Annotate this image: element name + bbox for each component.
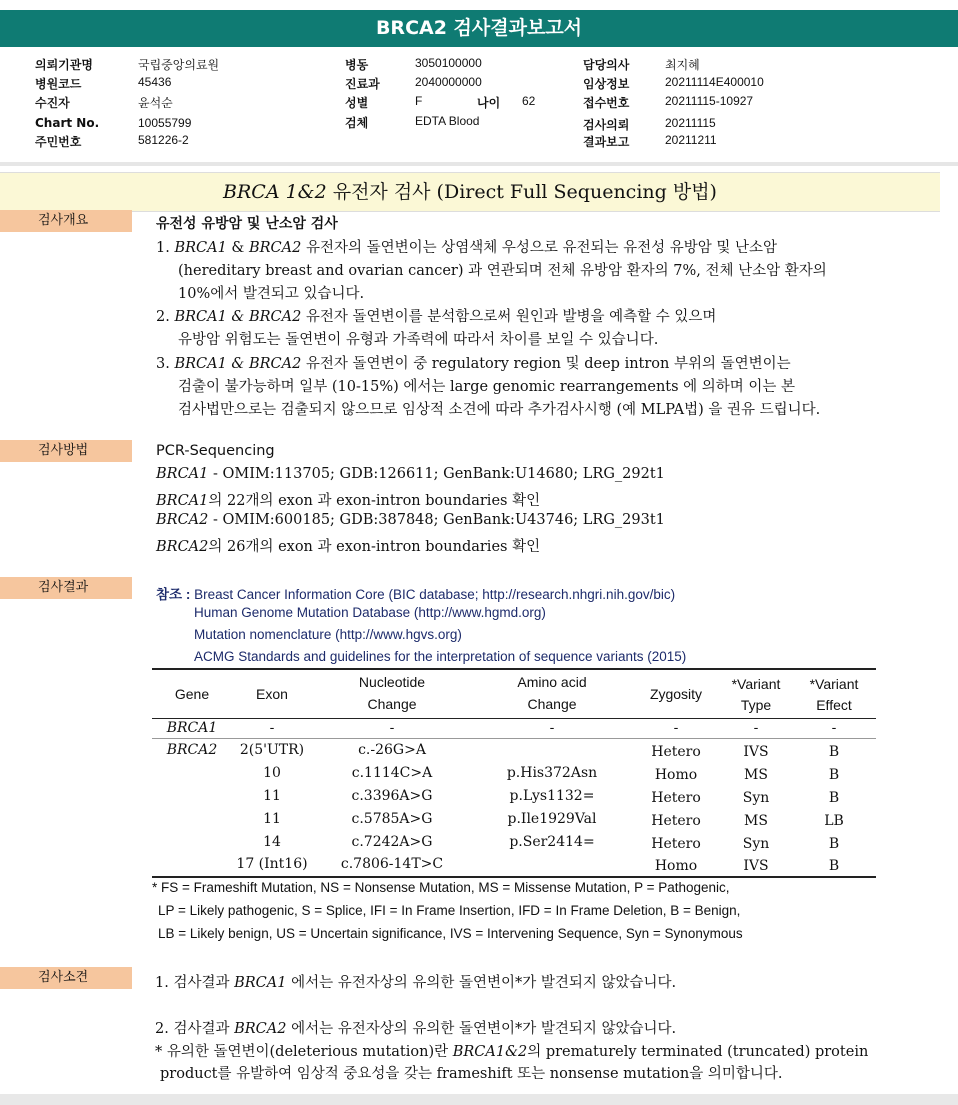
method-heading: PCR-Sequencing [156, 443, 275, 459]
field-value: 국립중앙의료원 [138, 58, 220, 72]
footnote-line-3: LB = Likely benign, US = Uncertain significance, IVS = Intervening Sequence, Syn = Synonymous [158, 926, 743, 941]
separator [0, 162, 958, 166]
table-row-rule [152, 738, 876, 739]
seg: 2. 검사결과 [155, 1021, 235, 1037]
seg: 의 22개의 exon 과 exon-intron boundaries 확인 [208, 493, 541, 509]
field-label: 결과보고 [583, 135, 630, 149]
field-label: 임상정보 [583, 77, 630, 91]
seg: 유전자 돌연변이를 분석함으로써 원인과 발병을 예측할 수 있으며 [301, 309, 717, 325]
seg: 의 prematurely terminated (truncated) protein [527, 1044, 869, 1060]
footnote-line-1: * FS = Frameshift Mutation, NS = Nonsense Mutation, MS = Missense Mutation, P = Pathogenic, [152, 880, 730, 895]
cell-zygosity: Hetero [651, 744, 701, 760]
reference-line-1 [156, 583, 675, 603]
overview-line-2: (hereditary breast and ovarian cancer) 과 연관되며 전체 유방암 환자의 7%, 전체 난소암 환자의 [178, 263, 827, 279]
cell-effect: - [831, 720, 837, 736]
cell-zygosity: Hetero [651, 836, 701, 852]
cell-nucleotide: c.3396A>G [351, 788, 433, 804]
overview-line-7: 검출이 불가능하며 일부 (10-15%) 에서는 large genomic rearrangements 에 의하며 이는 본 [178, 379, 796, 395]
field-value: EDTA Blood [415, 114, 480, 128]
cell-zygosity: Homo [654, 767, 698, 783]
field-label: 나이 [477, 96, 501, 110]
cell-zygosity: Hetero [651, 790, 701, 806]
method-line-1 [156, 466, 665, 482]
reference-line-2: Human Genome Mutation Database (http://www.hgmd.org) [194, 605, 546, 620]
seg: & [226, 240, 249, 256]
cell-type: - [753, 720, 759, 736]
cell-type: MS [744, 813, 768, 829]
col-header-zygosity: Zygosity [649, 686, 703, 702]
overview-line-5: 유방암 위험도는 돌연변이 유형과 가족력에 따라서 차이를 보일 수 있습니다. [178, 332, 659, 348]
col-header-nucleotide: Nucleotide [358, 674, 426, 690]
col-header-nucleotide-2: Change [367, 696, 417, 712]
field-value: 3050100000 [415, 56, 482, 70]
cell-exon: 11 [263, 811, 281, 827]
footnote-line-2: LP = Likely pathogenic, S = Splice, IFI = In Frame Insertion, IFD = In Frame Deletion, B = Benign, [158, 903, 741, 918]
cell-nucleotide: c.5785A>G [351, 811, 433, 827]
field-label: 검체 [345, 116, 369, 130]
report-body [0, 172, 958, 1092]
cell-exon: 2(5'UTR) [239, 742, 305, 758]
cell-type: MS [744, 767, 768, 783]
gene-name: BRCA2 [156, 512, 209, 528]
reference-line-3: Mutation nomenclature (http://www.hgvs.org) [194, 627, 462, 642]
cell-effect: B [828, 790, 840, 806]
table-bottom-rule [152, 876, 876, 878]
field-value: 581226-2 [138, 133, 189, 147]
title-italic: BRCA 1&2 [223, 181, 327, 203]
cell-aa: p.Ser2414= [509, 834, 595, 850]
col-header-variant-effect: *Variant [809, 676, 859, 692]
field-value: 20211114E400010 [665, 75, 764, 89]
cell-aa: p.Lys1132= [509, 788, 595, 804]
field-label: 담당의사 [583, 58, 630, 72]
opinion-note-1 [155, 1040, 868, 1061]
field-label: 병동 [345, 58, 369, 72]
method-line-2 [156, 489, 540, 510]
seg: BRCA1 & BRCA2 [174, 309, 302, 325]
cell-aa: - [549, 720, 555, 736]
gene-name: BRCA1 [234, 975, 287, 991]
section-title [0, 172, 940, 212]
title-rest: 유전자 검사 (Direct Full Sequencing 방법) [326, 181, 717, 203]
tag-overview: 검사개요 [0, 210, 132, 232]
field-label: 성별 [345, 96, 369, 110]
overview-line-8: 검사법만으로는 검출되지 않으므로 임상적 소견에 따라 추가검사시행 (예 MLPA법) 을 권유 드립니다. [178, 402, 821, 418]
field-label: 주민번호 [35, 135, 82, 149]
gene-name: BRCA1 [156, 466, 209, 482]
reference-line-4: ACMG Standards and guidelines for the interpretation of sequence variants (2015) [194, 649, 687, 664]
cell-aa: p.Ile1929Val [507, 811, 597, 827]
seg: 1. 검사결과 [155, 975, 235, 991]
col-header-aa-2: Change [527, 696, 577, 712]
bottom-margin [0, 1094, 958, 1105]
col-header-gene: Gene [174, 686, 210, 702]
field-value: 2040000000 [415, 75, 482, 89]
cell-effect: B [828, 858, 840, 874]
opinion-line-2 [155, 1017, 676, 1038]
method-line-4 [156, 535, 540, 556]
seg: Breast Cancer Information Core (BIC database; http://research.nhgri.nih.gov/bic) [194, 587, 676, 602]
field-label: 진료과 [345, 77, 380, 91]
overview-heading: 유전성 유방암 및 난소암 검사 [156, 216, 338, 232]
cell-exon: 10 [263, 765, 281, 781]
gene-name: BRCA1 [156, 493, 209, 509]
field-value: 45436 [138, 75, 172, 89]
tag-result: 검사결과 [0, 577, 132, 599]
gene-name: BRCA2 [156, 539, 209, 555]
opinion-note-2: product를 유발하여 임상적 중요성을 갖는 frameshift 또는 nonsense mutation을 의미합니다. [160, 1066, 783, 1082]
seg: 3. [156, 356, 175, 372]
field-label: 수진자 [35, 96, 70, 110]
cell-nucleotide: c.-26G>A [358, 742, 426, 758]
field-value: 최지혜 [665, 58, 700, 72]
overview-line-1 [156, 236, 777, 257]
field-value: 62 [522, 94, 536, 108]
cell-gene: BRCA1 [166, 720, 218, 736]
seg: - OMIM:113705; GDB:126611; GenBank:U14680; LRG_292t1 [208, 466, 665, 482]
cell-type: IVS [743, 744, 769, 760]
field-label: 의뢰기관명 [35, 58, 93, 72]
col-header-exon: Exon [256, 686, 288, 702]
tag-method: 검사방법 [0, 440, 132, 462]
patient-info [0, 54, 958, 164]
col-header-variant-effect-2: Effect [816, 697, 852, 713]
cell-effect: B [828, 836, 840, 852]
cell-aa: p.His372Asn [506, 765, 598, 781]
col-header-variant-type-2: Type [740, 697, 772, 713]
col-header-variant-type: *Variant [731, 676, 781, 692]
gene-name: BRCA2 [234, 1021, 287, 1037]
seg: BRCA1 [174, 240, 227, 256]
overview-line-3: 10%에서 발견되고 있습니다. [178, 286, 365, 302]
field-value: 윤석순 [138, 96, 173, 110]
seg: * 유의한 돌연변이(deleterious mutation)란 [155, 1044, 453, 1060]
field-label: 병원코드 [35, 77, 82, 91]
cell-nucleotide: c.7806-14T>C [340, 856, 444, 872]
table-header-rule [152, 718, 876, 719]
seg: 에서는 유전자상의 유의한 돌연변이*가 발견되지 않았습니다. [286, 1021, 677, 1037]
method-line-3 [156, 512, 665, 528]
cell-nucleotide: c.7242A>G [351, 834, 433, 850]
cell-nucleotide: c.1114C>A [351, 765, 433, 781]
cell-exon: - [269, 720, 275, 736]
overview-line-6 [156, 352, 791, 373]
field-value: 10055799 [138, 116, 192, 130]
seg: 2. [156, 309, 175, 325]
field-value: F [415, 94, 423, 108]
seg: 1. [156, 240, 175, 256]
cell-exon: 17 (Int16) [236, 856, 308, 872]
seg: 유전자의 돌연변이는 상염색체 우성으로 유전되는 유전성 유방암 및 난소암 [301, 240, 778, 256]
cell-gene: BRCA2 [166, 742, 218, 758]
opinion-line-1 [155, 971, 676, 992]
cell-effect: B [828, 767, 840, 783]
tag-opinion: 검사소견 [0, 967, 132, 989]
col-header-aa: Amino acid [517, 674, 587, 690]
cell-nucleotide: - [389, 720, 395, 736]
gene-name: BRCA1&2 [452, 1044, 528, 1060]
cell-effect: LB [824, 813, 844, 829]
ref-label: 참조 : [156, 587, 191, 602]
report-title-bar: BRCA2 검사결과보고서 [0, 10, 958, 47]
cell-effect: B [828, 744, 840, 760]
cell-zygosity: Hetero [651, 813, 701, 829]
seg: 에서는 유전자상의 유의한 돌연변이*가 발견되지 않았습니다. [286, 975, 677, 991]
seg: BRCA2 [248, 240, 302, 256]
cell-exon: 11 [263, 788, 281, 804]
cell-zygosity: Homo [654, 858, 698, 874]
seg: - OMIM:600185; GDB:387848; GenBank:U43746; LRG_293t1 [208, 512, 665, 528]
seg: BRCA1 & BRCA2 [174, 356, 302, 372]
cell-type: Syn [742, 836, 770, 852]
field-label: 검사의뢰 [583, 118, 630, 132]
field-value: 20211115 [665, 116, 716, 130]
cell-exon: 14 [263, 834, 281, 850]
seg: 유전자 돌연변이 중 regulatory region 및 deep intron 부위의 돌연변이는 [301, 356, 791, 372]
cell-zygosity: - [673, 720, 679, 736]
cell-type: Syn [742, 790, 770, 806]
field-label: Chart No. [35, 116, 100, 130]
seg: 의 26개의 exon 과 exon-intron boundaries 확인 [208, 539, 541, 555]
field-value: 20211211 [665, 133, 717, 147]
table-top-rule [152, 668, 876, 670]
field-value: 20211115-10927 [665, 94, 754, 108]
field-label: 접수번호 [583, 96, 630, 110]
cell-type: IVS [743, 858, 769, 874]
overview-line-4 [156, 305, 716, 326]
